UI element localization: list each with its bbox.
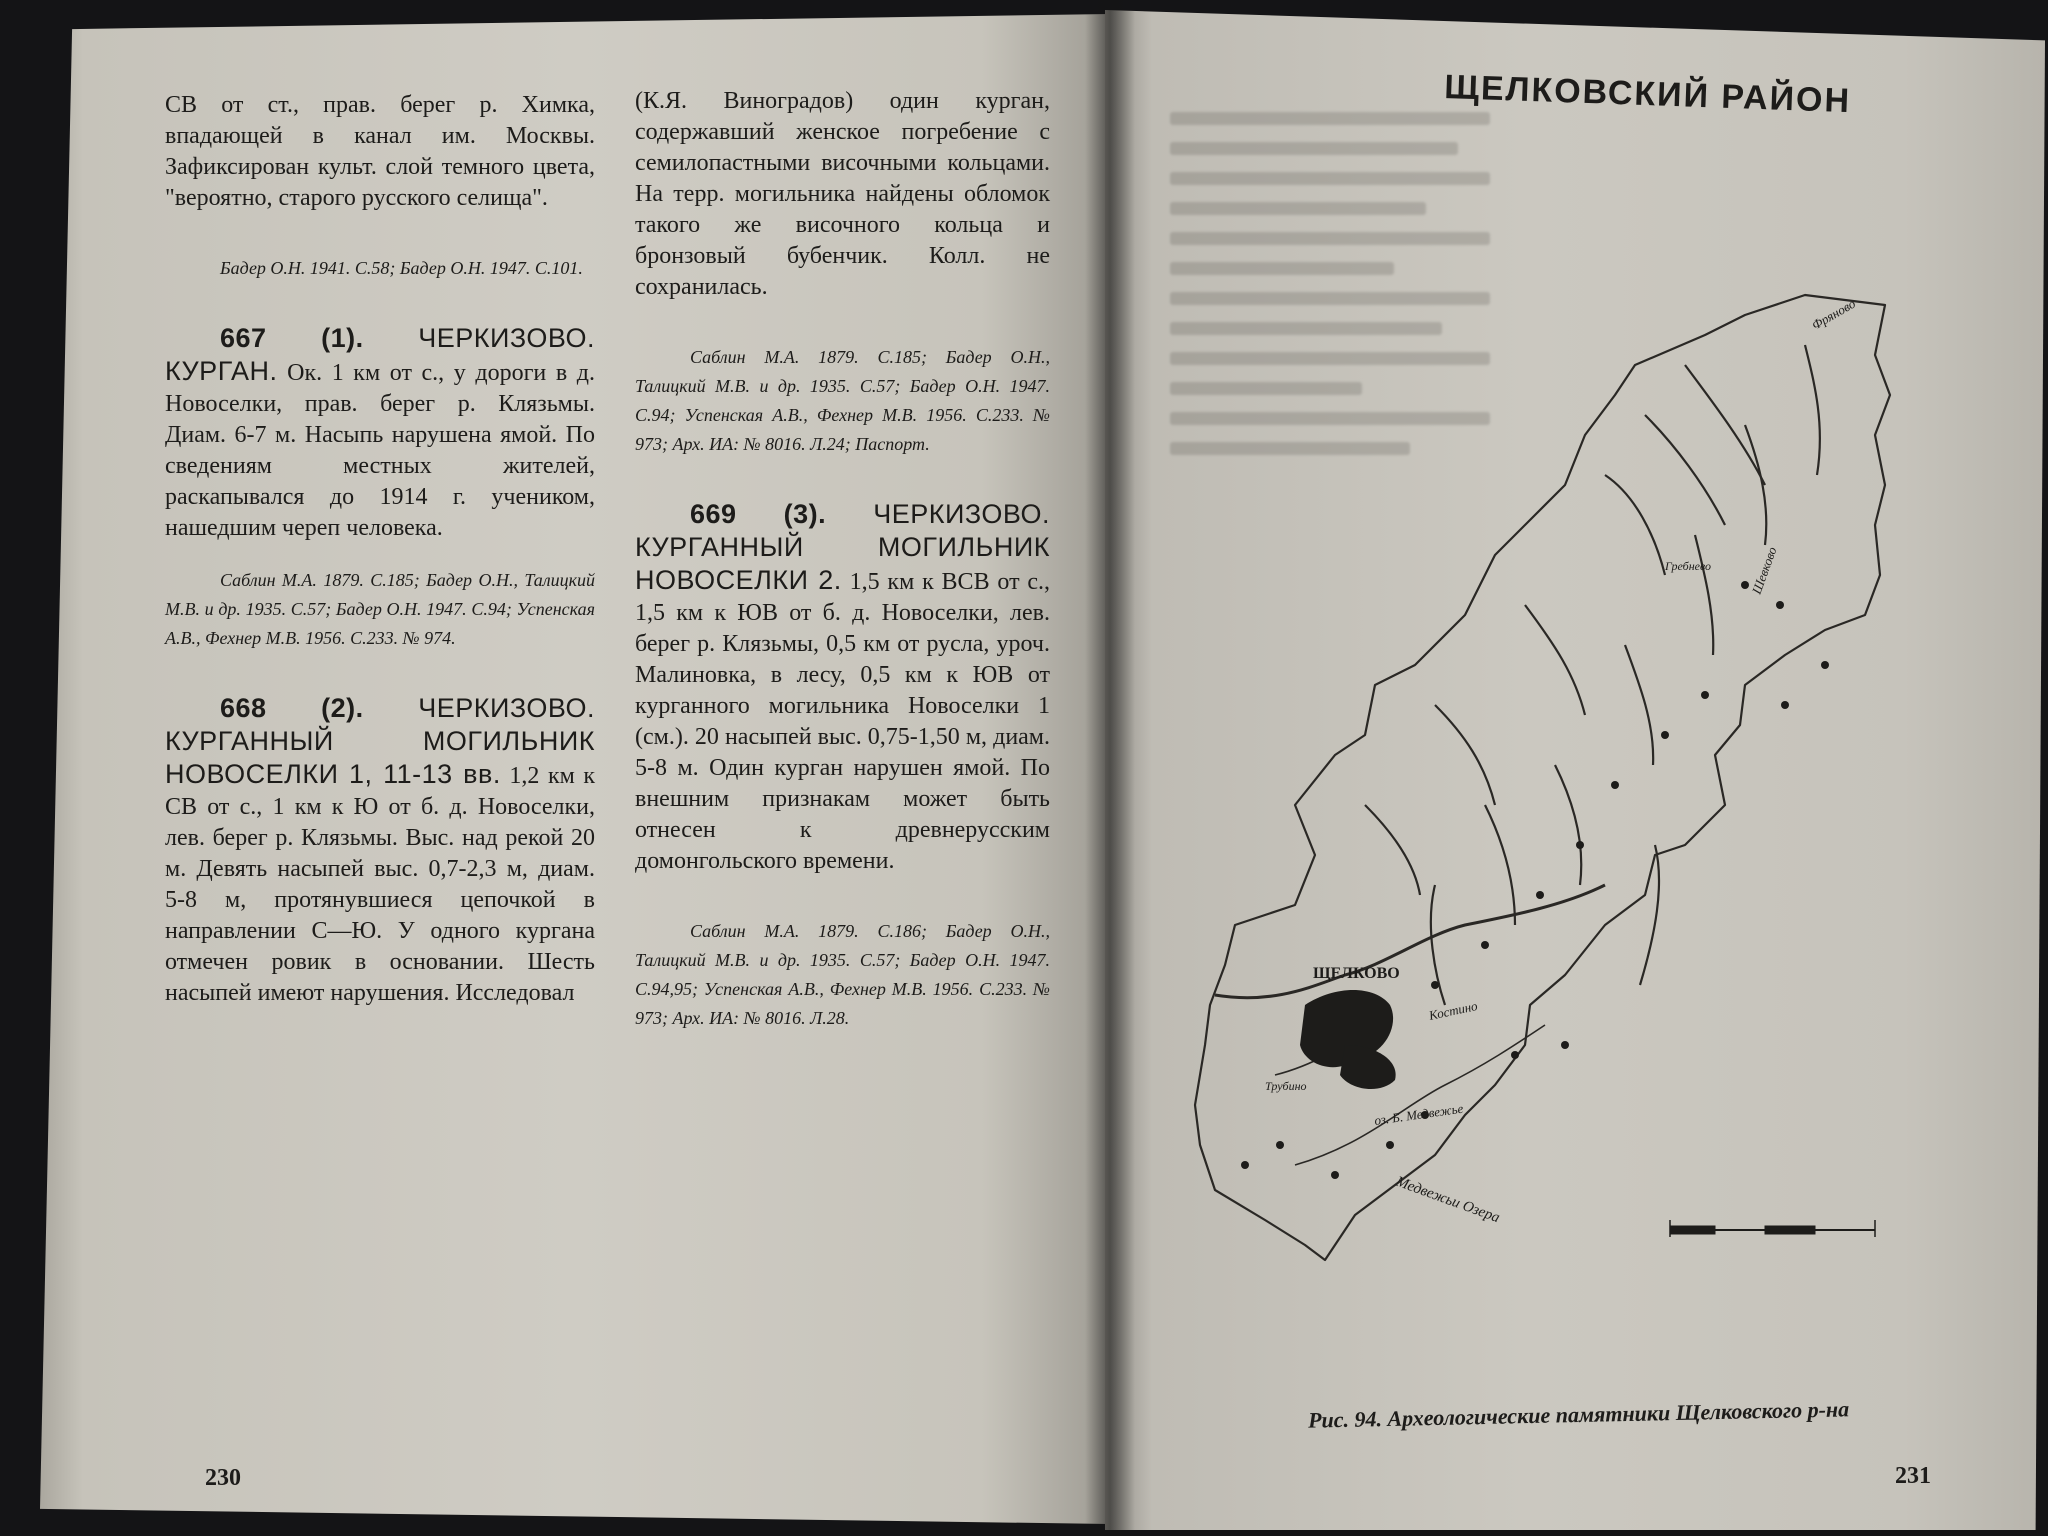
- river-branch: [1365, 365, 1765, 895]
- page-number-right: 231: [1895, 1463, 1931, 1489]
- map-label-town: ЩЕЛКОВО: [1313, 965, 1400, 982]
- river-branch: [1431, 345, 1820, 1005]
- entry-668: [165, 693, 595, 1009]
- site-marker: [1701, 691, 1709, 699]
- running-head: ЩЕЛКОВСКИЙ РАЙОН: [1443, 68, 1852, 121]
- entry-text: 1,2 км к СВ от с., 1 км к Ю от б. д. Новоселки, лев. берег р. Клязьмы. Выс. над рекой 20 м. Девять насыпей выс. 0,7-2,3 м, диам. 5-8 м, протянувшиеся цепочкой в направлении С—Ю. У одного кургана отмечен ровик в основании. Шесть насыпей имеют нарушения. Исследовал: [165, 763, 595, 1006]
- paragraph: СВ от ст., прав. берег р. Химка, впадающей в канал им. Москвы. Зафиксирован культ. слой темного цвета, "вероятно, старого русского селища".: [165, 92, 595, 211]
- site-marker: [1661, 731, 1669, 739]
- site-marker: [1386, 1141, 1394, 1149]
- map-label-village: Гребнево: [1665, 559, 1712, 573]
- site-marker: [1821, 661, 1829, 669]
- district-boundary: [1195, 295, 1890, 1260]
- map-label-village: Трубино: [1265, 1079, 1307, 1093]
- entry-title: ЧЕРКИЗОВО. КУРГАННЫЙ МОГИЛЬНИК НОВОСЕЛКИ 1, 11-13 вв.: [165, 693, 595, 789]
- town-secondary-area: [1340, 1045, 1396, 1089]
- map-label-village: Фряново: [1809, 295, 1858, 333]
- page-number-left: 230: [205, 1465, 241, 1491]
- entry-text: 1,5 км к ВСВ от с., 1,5 км к ЮВ от б. д. Новоселки, лев. берег р. Клязьмы, 0,5 км от русла, уроч. Малиновка, в лесу, 0,5 км к ЮВ от курганного могильника Новоселки 1 (см.). 20 насыпей выс. 0,75-1,50 м, диам. 5-8 м. Один курган нарушен ямой. По внешним признакам может быть отнесен к древнерусским домонгольского времени.: [635, 569, 1051, 874]
- site-marker: [1481, 941, 1489, 949]
- paragraph: (К.Я. Виноградов) один курган, содержавший женское погребение с семилопастными височными кольцами. На терр. могильника найдены обломок такого же височного кольца и бронзовый бубенчик. Колл. не сохранилась.: [635, 88, 1050, 300]
- site-marker: [1611, 781, 1619, 789]
- site-marker: [1511, 1051, 1519, 1059]
- left-page-column-2: [635, 86, 1050, 1033]
- entry-number: 669 (3).: [690, 499, 827, 529]
- entry-text: Ок. 1 км от с., у дороги в д. Новоселки, прав. берег р. Клязьмы. Диам. 6-7 м. Насыпь нарушена ямой. По сведениям местных жителей, раскапывался до 1914 г. учеником, нашедшим череп человека.: [165, 360, 596, 541]
- bibliography-reference: Саблин М.А. 1879. С.185; Бадер О.Н., Талицкий М.В. и др. 1935. С.57; Бадер О.Н. 1947. С.94; Успенская А.В., Фехнер М.В. 1956. С.233. № 973; Арх. ИА: № 8016. Л.24; Паспорт.: [635, 347, 1050, 454]
- site-marker: [1781, 701, 1789, 709]
- entry-number: 667 (1).: [220, 323, 364, 353]
- bibliography-reference: Бадер О.Н. 1941. С.58; Бадер О.Н. 1947. С.101.: [220, 258, 583, 278]
- left-page-column-1: [165, 90, 595, 1009]
- entry-title: ЧЕРКИЗОВО. КУРГАННЫЙ МОГИЛЬНИК НОВОСЕЛКИ 2.: [635, 499, 1050, 595]
- bibliography-reference: Саблин М.А. 1879. С.185; Бадер О.Н., Талицкий М.В. и др. 1935. С.57; Бадер О.Н. 1947. С.94; Успенская А.В., Фехнер М.В. 1956. С.233. № 974.: [165, 570, 595, 648]
- bibliography-reference: Саблин М.А. 1879. С.186; Бадер О.Н., Талицкий М.В. и др. 1935. С.57; Бадер О.Н. 1947. С.94,95; Успенская А.В., Фехнер М.В. 1956. С.233. № 973; Арх. ИА: № 8016. Л.28.: [635, 921, 1050, 1028]
- site-marker: [1331, 1171, 1339, 1179]
- book-gutter: [1085, 0, 1135, 1536]
- figure-caption: Рис. 94. Археологические памятники Щелковского р-на: [1307, 1396, 1850, 1433]
- district-map: [1185, 285, 1900, 1270]
- map-label-village: Медвежьи Озера: [1393, 1173, 1502, 1227]
- site-marker: [1561, 1041, 1569, 1049]
- river-klyazma: [1215, 885, 1605, 998]
- site-marker: [1536, 891, 1544, 899]
- entry-title: ЧЕРКИЗОВО. КУРГАН.: [165, 323, 595, 386]
- map-label-village: Шевково: [1748, 544, 1780, 597]
- site-marker: [1276, 1141, 1284, 1149]
- entry-number: 668 (2).: [220, 693, 364, 723]
- entry-669: [635, 499, 1050, 877]
- site-marker: [1241, 1161, 1249, 1169]
- map-label-village: Костино: [1427, 998, 1479, 1023]
- map-label-lake: оз. Б. Медвежье: [1373, 1100, 1465, 1128]
- site-marker: [1431, 981, 1439, 989]
- site-marker: [1741, 581, 1749, 589]
- site-marker: [1776, 601, 1784, 609]
- map-svg: [1185, 285, 1900, 1270]
- entry-667: [165, 323, 595, 544]
- scale-bar: [1670, 1220, 1875, 1237]
- site-marker: [1576, 841, 1584, 849]
